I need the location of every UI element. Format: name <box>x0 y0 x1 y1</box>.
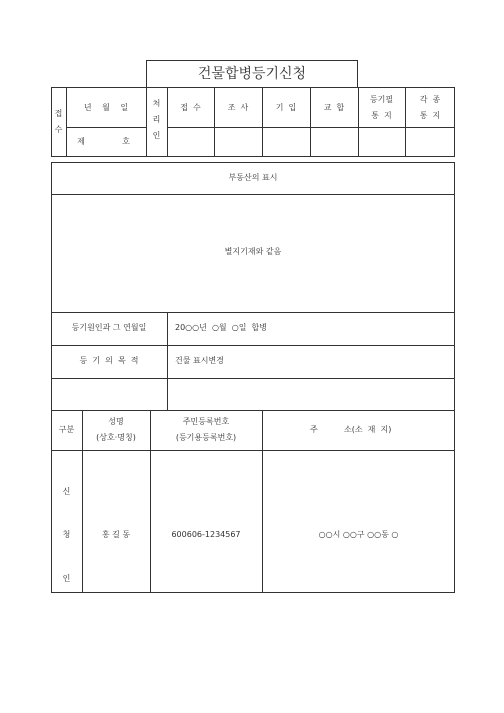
applicant-side-label-2: 청 <box>62 530 71 539</box>
applicant-col-name-top: 성명 <box>108 417 124 426</box>
reception-label-2: 수 <box>54 125 63 134</box>
processing-col-3: 기 입 <box>275 103 297 112</box>
each-notice-bottom: 통 지 <box>419 111 441 120</box>
processing-col-1: 접 수 <box>180 103 201 112</box>
purpose-label: 등 기 의 목 적 <box>79 356 139 365</box>
applicant-col-name-bottom: (상호·명칭) <box>96 433 136 442</box>
property-section-title: 부동산의 표시 <box>228 173 278 182</box>
applicant-side-label-1: 신 <box>62 487 71 496</box>
applicant-col-id-bottom: (등기용등록번호) <box>175 433 237 442</box>
applicant-col-type: 구분 <box>58 425 75 434</box>
processing-col-2: 조 사 <box>227 103 249 112</box>
reception-date-label: 년 월 일 <box>83 103 129 112</box>
cause-label: 등기원인과 그 연월일 <box>71 323 147 332</box>
applicant-col-id-top: 주민등록번호 <box>182 417 230 426</box>
processing-label-2: 리 <box>152 115 161 124</box>
applicant-name: 홍 길 동 <box>101 530 131 539</box>
reception-number-label-2: 호 <box>122 137 130 146</box>
purpose-value: 건물 표시변경 <box>175 356 224 365</box>
form-title: 건물합병등기신청 <box>197 66 307 82</box>
registry-notice-top: 등기필 <box>369 95 394 104</box>
processing-label-3: 인 <box>152 131 161 140</box>
each-notice-top: 각 종 <box>419 95 441 104</box>
property-content: 별지기재와 같음 <box>224 247 282 256</box>
applicant-address: ○○시 ○○구 ○○동 ○ <box>318 530 399 539</box>
applicant-col-address-right: 소(소 재 지) <box>344 425 392 434</box>
processing-label-1: 처 <box>152 99 161 108</box>
cause-value: 20○○년 ○월 ○일 합병 <box>175 323 267 332</box>
reception-label-1: 접 <box>54 109 63 118</box>
applicant-id-number: 600606-1234567 <box>171 530 241 539</box>
applicant-side-label-3: 인 <box>62 574 71 583</box>
reception-number-label-1: 제 <box>77 137 85 146</box>
applicant-col-address-left: 주 <box>310 425 318 434</box>
registry-notice-bottom: 통 지 <box>371 111 392 120</box>
processing-col-4: 교 합 <box>323 103 345 112</box>
